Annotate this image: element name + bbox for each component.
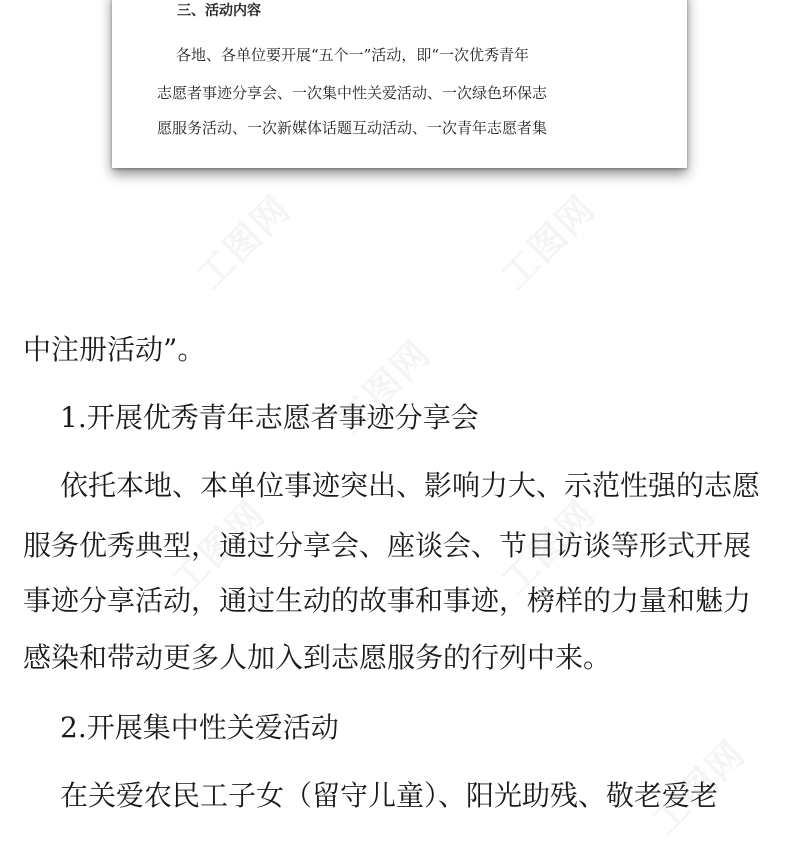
paragraph-line: 事迹分享活动，通过生动的故事和事迹，榜样的力量和魅力	[23, 584, 752, 617]
document-preview-card	[112, 0, 687, 168]
paragraph-line: 依托本地、本单位事迹突出、影响力大、示范性强的志愿	[60, 469, 761, 502]
section-heading: 三、活动内容	[177, 3, 261, 19]
body-text-line: 中注册活动”。	[23, 333, 206, 366]
card-text-line: 志愿者事迹分享会、一次集中性关爱活动、一次绿色环保志	[157, 84, 548, 102]
paragraph-line: 感染和带动更多人加入到志愿服务的行列中来。	[23, 641, 612, 674]
item-heading-2: 2.开展集中性关爱活动	[60, 711, 339, 744]
item-heading-1: 1.开展优秀青年志愿者事迹分享会	[60, 401, 479, 434]
paragraph-line: 在关爱农民工子女（留守儿童）、阳光助残、敬老爱老	[60, 779, 719, 812]
watermark	[489, 182, 606, 299]
watermark	[184, 182, 301, 299]
paragraph-line: 服务优秀典型，通过分享会、座谈会、节目访谈等形式开展	[23, 529, 752, 562]
card-text-line: 愿服务活动、一次新媒体话题互动活动、一次青年志愿者集	[157, 119, 548, 137]
card-text-line: 各地、各单位要开展“五个一”活动，即“一次优秀青年	[176, 46, 530, 64]
